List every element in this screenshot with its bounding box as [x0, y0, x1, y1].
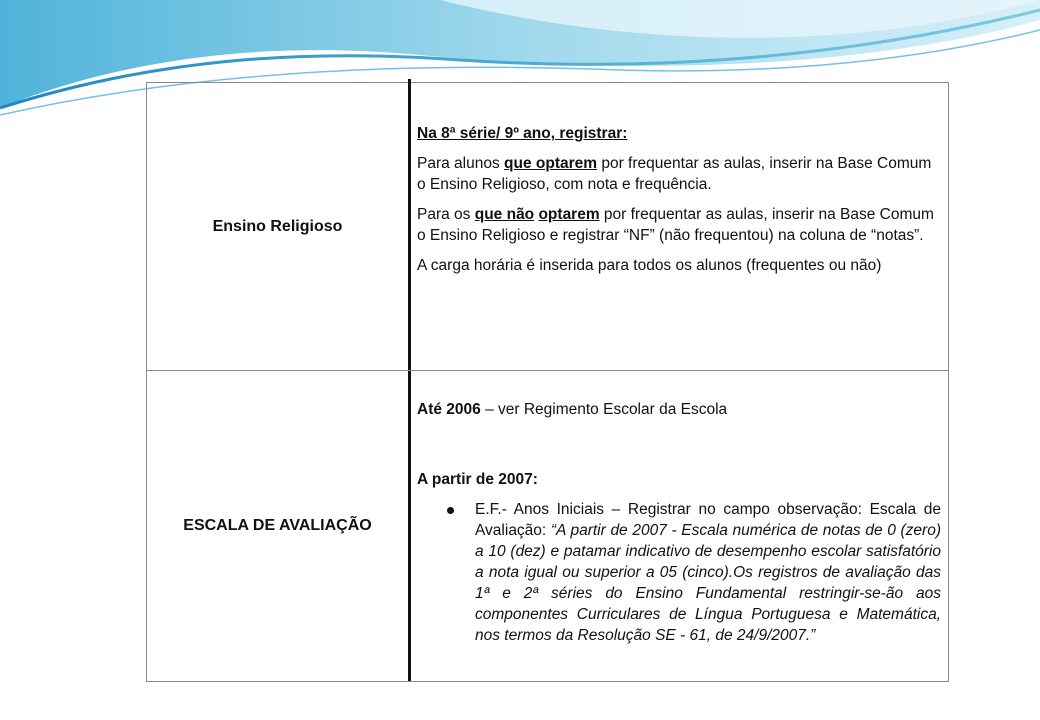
- paragraph-carga-horaria: A carga horária é inserida para todos os alunos (frequentes ou não): [417, 257, 882, 274]
- section-heading: A partir de 2007:: [417, 471, 538, 488]
- list-item: E.F.- Anos Iniciais – Registrar no campo observação: Escala de Avaliação: “A partir de 2007 - Escala numérica de notas de 0 (zero) a 10 (dez) e patamar indicativo de desempenho escolar satisfatório a nota igual ou superior a 05 (cinco).Os registros de avaliação das 1ª e 2ª séries do Ensino Fundamental restringir-se-ão aos componentes Curriculares de Língua Portuguesa e Matemática, nos termos da Resolução SE - 61, de 24/9/2007.”: [417, 499, 941, 646]
- paragraph-nao-optam: Para os que não optarem por frequentar as aulas, inserir na Base Comum o Ensino Religioso e registrar “NF” (não frequentou) na coluna de “notas”.: [417, 206, 934, 244]
- row-label: Ensino Religioso: [212, 217, 343, 235]
- row-label: ESCALA DE AVALIAÇÃO: [183, 517, 372, 534]
- row-content: [417, 371, 941, 681]
- row-content: [417, 83, 941, 370]
- table-row-escala-avaliacao: [147, 371, 948, 681]
- paragraph-optam: Para alunos que optarem por frequentar as aulas, inserir na Base Comum o Ensino Religioso, com nota e frequência.: [417, 155, 932, 193]
- paragraph-ate-2006: Até 2006 – ver Regimento Escolar da Escola: [417, 401, 728, 418]
- bullet-icon: [447, 507, 454, 514]
- section-heading: Na 8ª série/ 9º ano, registrar:: [417, 125, 628, 142]
- table-row-ensino-religioso: [147, 83, 948, 371]
- info-table: [146, 82, 949, 682]
